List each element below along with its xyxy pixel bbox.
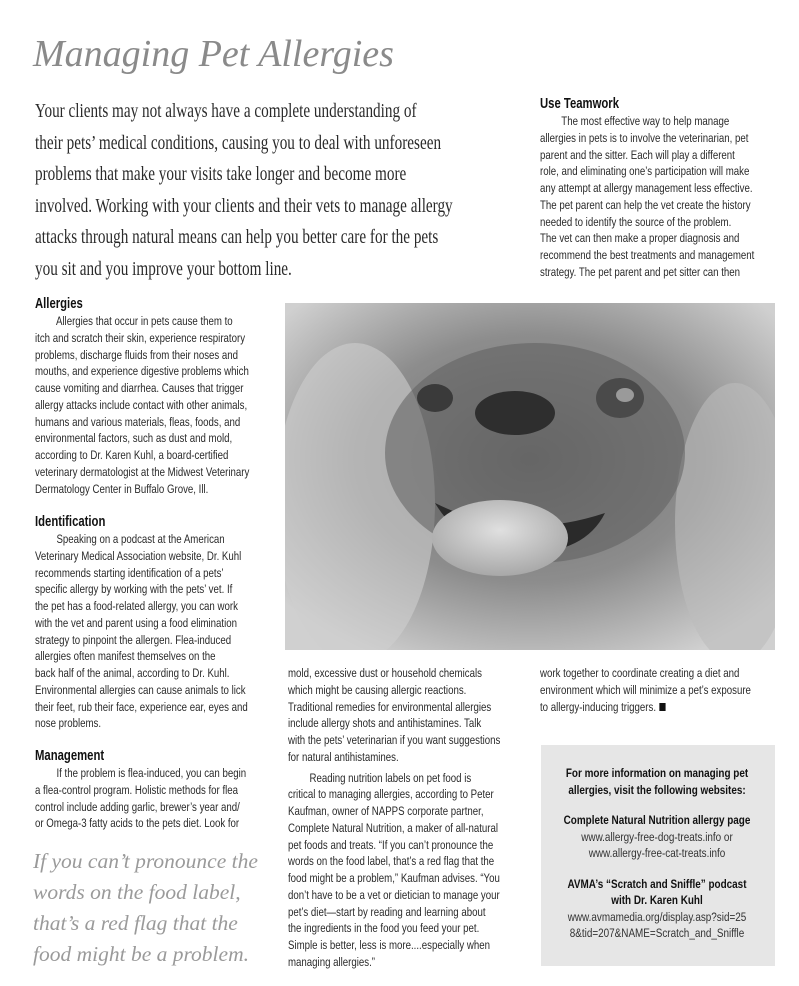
identification-body: Speaking on a podcast at the American Veterinary Medical Association website, Dr. Kuhl recommends starting identification of a pets’ specific allergy by working with the pets’ vet. If the pet has a food-related allergy, you can work with the vet and parent using a food elimination strategy to pinpoint the allergen. Flea-induced allergies often manifest themselves on the back half of the animal, according to Dr. Kuhl. Environmental allergies can cause animals to lick their feet, rub their face, experience ear, eyes and nose problems. — [35, 532, 248, 731]
management-heading: Management — [35, 748, 105, 764]
teamwork-heading: Use Teamwork — [540, 96, 619, 112]
info-box — [541, 745, 775, 966]
nutrition-labels-paragraph: Reading nutrition labels on pet food is critical to managing allergies, according to Peter Kaufman, owner of NAPPS corporate partner, Complete Natural Nutrition, a maker of all-natural pet foods and treats. “If you can’t pronounce the words on the food label, that’s a red flag that the food might be a problem,” Kaufman advises. “You don’t have to be a vet or dietician to manage your pet’s diet—start by reading and learning about the ingredients in the food you feed your pet. Simple is better, less is more....especially when managing allergies.” — [288, 770, 500, 969]
pull-quote: If you can’t pronounce the words on the food label, that’s a red flag that the food might be a problem. — [33, 849, 258, 966]
article-title: Managing Pet Allergies — [33, 33, 394, 75]
management-section — [35, 747, 246, 832]
teamwork-body-continued: work together to coordinate creating a diet and environment which will minimize a pet’s exposure to allergy-inducing triggers. — [540, 666, 751, 714]
link1-urls[interactable]: www.allergy-free-dog-treats.info or www.allergy-free-cat-treats.info — [581, 829, 733, 860]
allergies-body: Allergies that occur in pets cause them to itch and scratch their skin, experience respiratory problems, discharge fluids from their noses and mouths, and experience digestive problems which cause vomiting and diarrhea. Causes that trigger allergy attacks include contact with other animals, humans and various materials, fleas, foods, and environmental factors, such as dust and mold, according to Dr. Karen Kuhl, a board-certified veterinary dermatologist at the Midwest Veterinary Dermatology Center in Buffalo Grove, Ill. — [35, 314, 250, 496]
management-body-continued: mold, excessive dust or household chemicals which might be causing allergic reactions. Traditional remedies for environmental allergies include allergy shots and antihistamines. Talk with the pets’ veterinarian if you want suggestions for natural antihistamines. — [288, 666, 501, 764]
allergies-section — [35, 295, 249, 497]
teamwork-continued — [540, 665, 751, 715]
middle-column — [288, 665, 500, 971]
article-intro: Your clients may not always have a complete understanding of their pets’ medical conditions, causing you to deal with unforeseen problems that make your visits take longer and become more involved. Working with your clients and their vets to manage allergy attacks through natural means can help you better care for the pets you sit and you improve your bottom line. — [35, 101, 453, 280]
allergies-heading: Allergies — [35, 296, 83, 312]
end-of-article-icon — [659, 703, 665, 711]
link1-title: Complete Natural Nutrition allergy page — [563, 813, 751, 827]
identification-heading: Identification — [35, 514, 106, 530]
teamwork-section — [540, 95, 754, 281]
pekingese-dog-photo — [285, 303, 775, 650]
teamwork-body: The most effective way to help manage allergies in pets is to involve the veterinarian, pet parent and the sitter. Each will play a different role, and eliminating one’s participation will make any attempt at allergy management less effective. The pet parent can help the vet create the history needed to identify the source of the problem. The vet can then make a proper diagnosis and recommend the best treatments and management strategy. The pet parent and pet sitter can then — [540, 114, 755, 279]
info-box-intro: For more information on managing pet allergies, visit the following websites: — [565, 766, 749, 797]
link2-title: AVMA’s “Scratch and Sniffle” podcast with Dr. Karen Kuhl — [567, 876, 747, 907]
identification-section — [35, 513, 248, 732]
link2-url[interactable]: www.avmamedia.org/display.asp?sid=25 8&tid=207&NAME=Scratch_and_Sniffle — [567, 909, 747, 940]
management-body: If the problem is flea-induced, you can begin a flea-control program. Holistic methods for flea control include adding garlic, brewer’s year and/ or Omega-3 fatty acids to the pets diet. Look for — [35, 766, 247, 831]
